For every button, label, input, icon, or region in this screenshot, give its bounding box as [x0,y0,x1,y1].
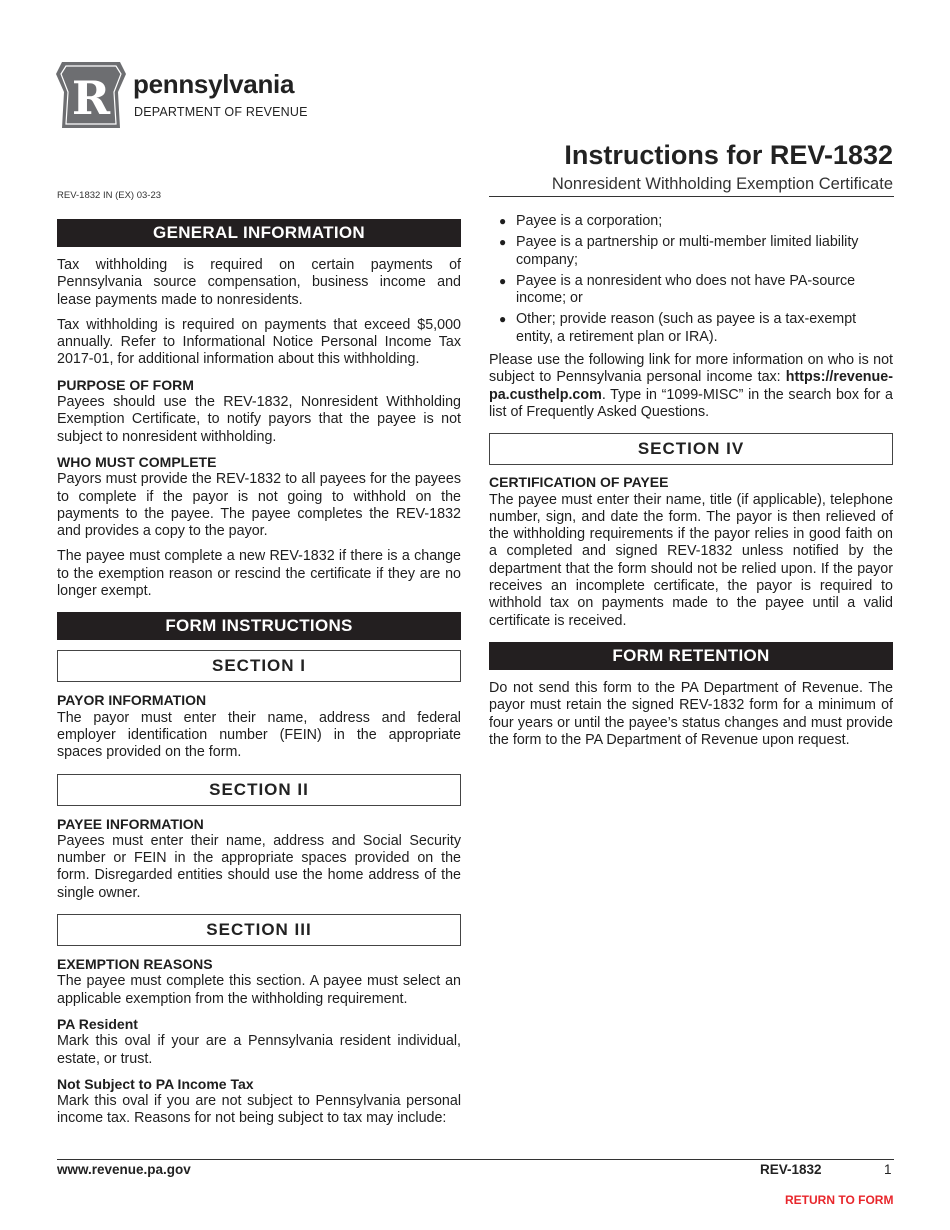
payor-information-text: The payor must enter their name, address and federal employer identification number (FEIN) in the appropriate spaces provided on the form. [57,709,461,761]
not-subject-text: Mark this oval if you are not subject to Pennsylvania personal income tax. Reasons for not being subject to tax may include: [57,1093,461,1127]
who-must-complete-heading: WHO MUST COMPLETE [57,453,217,470]
brand-department: DEPARTMENT OF REVENUE [134,105,308,119]
who-must-complete-text: Payors must provide the REV-1832 to all payees for the payees to complete if the payor is not going to withhold on the payments to the payee. The payee completes the REV-1832 and provides a copy to the payor. [57,471,461,540]
certification-heading: CERTIFICATION OF PAYEE [489,474,669,491]
general-info-paragraph: Tax withholding is required on payments that exceed $5,000 annually. Refer to Informational Notice Personal Income Tax 2017-01, for additional information about this withholding. [57,316,461,368]
pa-resident-heading: PA Resident [57,1015,138,1032]
who-must-complete-text-2: The payee must complete a new REV-1832 if there is a change to the exemption reason or rescind the certificate if they are no longer exempt. [57,548,461,600]
form-instructions-heading: FORM INSTRUCTIONS [57,612,461,640]
footer-website: www.revenue.pa.gov [57,1162,191,1177]
faq-link[interactable]: https://revenue-pa.custhelp.com [489,369,893,403]
pa-resident-text: Mark this oval if your are a Pennsylvania resident individual, estate, or trust. [57,1033,461,1067]
return-to-form-link[interactable]: RETURN TO FORM [785,1193,894,1207]
exemption-reasons-heading: EXEMPTION REASONS [57,956,213,973]
form-code: REV-1832 IN (EX) 03-23 [57,190,162,201]
exemption-reasons-list [489,213,893,346]
page-subtitle: Nonresident Withholding Exemption Certificate [551,175,893,193]
payor-information-heading: PAYOR INFORMATION [57,692,207,709]
list-item: ● Other; provide reason (such as payee is a tax-exempt entity, a retirement plan or IRA). [499,311,857,345]
not-subject-heading: Not Subject to PA Income Tax [57,1075,254,1092]
brand-name: pennsylvania [133,69,295,99]
list-item: ● Payee is a corporation; [499,213,663,229]
section-3-heading: SECTION III [57,914,461,946]
section-2-heading: SECTION II [57,774,461,806]
left-column [57,219,461,1136]
certification-text: The payee must enter their name, title (if applicable), telephone number, sign, and date the form. The payor is then relieved of the withholding requirements if the payor relies in good faith on a completed and signed REV-1832 unless notified by the department that the form should not be relied upon. If the payor receives an incomplete certificate, the payor is required to withhold tax on payments made to the payee until a valid certificate is received. [489,491,893,629]
section-4-heading: SECTION IV [489,433,893,465]
form-retention-text: Do not send this form to the PA Department of Revenue. The payor must retain the signed REV-1832 form for a minimum of four years or until the payee’s status changes and must provide the form to the PA Department of Revenue upon request. [489,679,893,748]
bullet-icon: ● [499,214,507,228]
general-information-heading: GENERAL INFORMATION [57,219,461,247]
exemption-reasons-text: The payee must complete this section. A payee must select an applicable exemption from the withholding requirement. [57,973,461,1007]
footer-form-number: REV-1832 [760,1162,822,1177]
more-info-text: Please use the following link for more information on who is not subject to Pennsylvania personal income tax: https://revenue-pa.custhelp.com. Type in “1099-MISC” in the search box for a list of Frequently Asked Questions. [489,352,893,420]
purpose-text: Payees should use the REV-1832, Nonresident Withholding Exemption Certificate, to notify payors that the payee is not subject to nonresident withholding. [57,394,461,445]
bullet-icon: ● [499,235,507,250]
list-item: ● Payee is a partnership or multi-member limited liability company; [499,234,859,268]
payee-information-text: Payees must enter their name, address and Social Security number or FEIN in the appropriate spaces provided on the form. Disregarded entities should use the home address of the single owner. [57,832,461,901]
payee-information-heading: PAYEE INFORMATION [57,815,204,832]
footer-divider [57,1159,894,1160]
svg-text:R: R [71,71,111,125]
bullet-icon: ● [499,312,507,327]
form-retention-heading: FORM RETENTION [489,642,893,670]
general-info-paragraph: Tax withholding is required on certain payments of Pennsylvania source compensation, business income and lease payments made to nonresidents. [57,257,461,308]
keystone-logo-icon [56,62,126,128]
right-column [489,213,893,757]
footer-page-number: 1 [884,1162,892,1177]
purpose-heading: PURPOSE OF FORM [57,376,194,393]
header-divider [489,196,894,197]
section-1-heading: SECTION I [57,650,461,682]
bullet-icon: ● [499,273,507,288]
page-title: Instructions for REV-1832 [564,140,893,170]
list-item: ● Payee is a nonresident who does not have PA-source income; or [499,272,856,307]
